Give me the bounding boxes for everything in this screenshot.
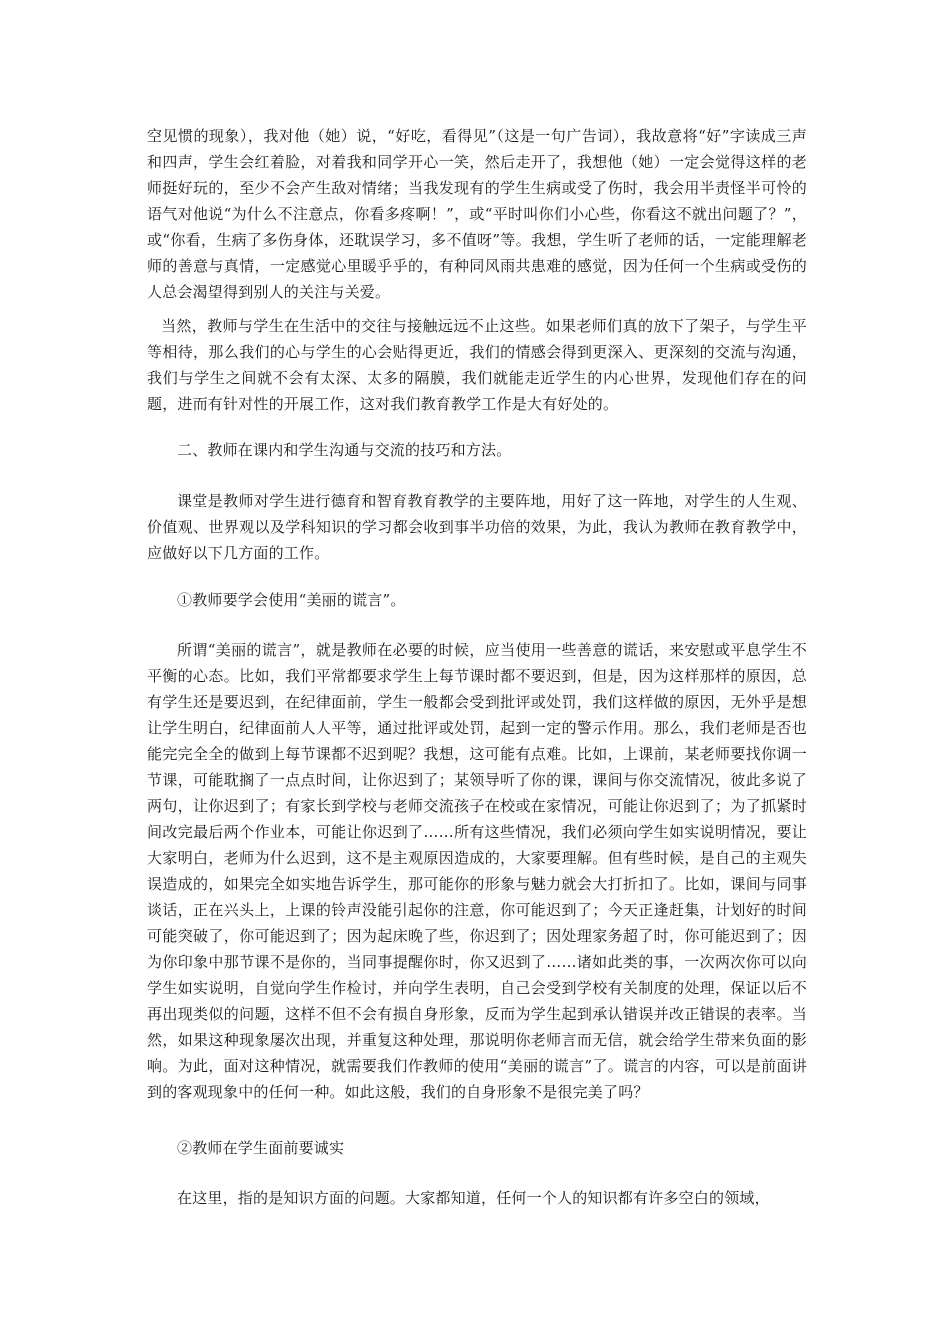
paragraph-continuation: 空见惯的现象），我对他（她）说，“好吃，看得见”（这是一句广告词），我故意将“好”字读成三声和四声，学生会红着脸，对着我和同学开心一笑，然后走开了，我想他（她）一定会觉得这样的老师挺好玩的，至少不会产生敌对情绪；当我发现有的学生生病或受了伤时，我会用半责怪半可怜的语气对他说“为什么不注意点，你看多疼啊！”，或“平时叫你们小心些，你看这不就出问题了？”，或“你看，生病了多伤身体，还耽误学习，多不值呀”等。我想，学生听了老师的话，一定能理解老师的善意与真情，一定感觉心里暖乎乎的，有种同风雨共患难的感觉，因为任何一个生病或受伤的人总会渴望得到别人的关注与关爱。 <box>147 127 807 301</box>
paragraph-knowledge-honesty: 在这里，指的是知识方面的问题。大家都知道，任何一个人的知识都有许多空白的领域， <box>177 1189 770 1207</box>
section-heading-in-class-communication: 二、教师在课内和学生沟通与交流的技巧和方法。 <box>177 441 512 459</box>
paragraph-beautiful-lie-body: 所谓“美丽的谎言”，就是教师在必要的时候，应当使用一些善意的谎话，来安慰或平息学生不平衡的心态。比如，我们平常都要求学生上每节课时都不要迟到，但是，因为这样那样的原因，总有学生还是要迟到，在纪律面前，学生一般都会受到批评或处罚，我们这样做的原因，无外乎是想让学生明白，纪律面前人人平等，通过批评或处罚，起到一定的警示作用。那么，我们老师是否也能完完全全的做到上每节课都不迟到呢？我想，这可能有点难。比如，上课前，某老师要找你调一节课，可能耽搁了一点点时间，让你迟到了；某领导听了你的课，课间与你交流情况，彼此多说了两句，让你迟到了；有家长到学校与老师交流孩子在校或在家情况，可能让你迟到了；为了抓紧时间改完最后两个作业本，可能让你迟到了……所有这些情况，我们必须向学生如实说明情况，要让大家明白，老师为什么迟到，这不是主观原因造成的，大家要理解。但有些时候，是自己的主观失误造成的，如果完全如实地告诉学生，那可能你的形象与魅力就会大打折扣了。比如，课间与同事谈话，正在兴头上，上课的铃声没能引起你的注意，你可能迟到了；今天正逢赶集，计划好的时间可能突破了，你可能迟到了；因为起床晚了些，你迟到了；因处理家务超了时，你可能迟到了；因为你印象中那节课不是你的，当同事提醒你时，你又迟到了……诸如此类的事，一次两次你可以向学生如实说明，自觉向学生作检讨，并向学生表明，自己会受到学校有关制度的处理，保证以后不再出现类似的问题，这样不但不会有损自身形象，反而为学生起到承认错误并改正错误的表率。当然，如果这种现象屡次出现，并重复这种处理，那说明你老师言而无信，就会给学生带来负面的影响。为此，面对这种情况，就需要我们作教师的使用“美丽的谎言”了。谎言的内容，可以是前面讲到的客观现象中的任何一种。如此这般，我们的自身形象不是很完美了吗？ <box>147 641 807 1101</box>
paragraph-teacher-student-interaction: 当然，教师与学生在生活中的交往与接触远远不止这些。如果老师们真的放下了架子，与学生平等相待，那么我们的心与学生的心会贴得更近，我们的情感会得到更深入、更深刻的交流与沟通，我们与学生之间就不会有太深、太多的隔膜，我们就能走近学生的内心世界，发现他们存在的问题，进而有针对性的开展工作，这对我们教育教学工作是大有好处的。 <box>147 317 807 413</box>
paragraph-classroom-position: 课堂是教师对学生进行德育和智育教育教学的主要阵地，用好了这一阵地，对学生的人生观、价值观、世界观以及学科知识的学习都会收到事半功倍的效果，为此，我认为教师在教育教学中，应做好以下几方面的工作。 <box>147 492 807 562</box>
subheading-be-honest: ②教师在学生面前要诚实 <box>177 1139 345 1157</box>
subheading-beautiful-lie: ①教师要学会使用“美丽的谎言”。 <box>177 591 406 609</box>
